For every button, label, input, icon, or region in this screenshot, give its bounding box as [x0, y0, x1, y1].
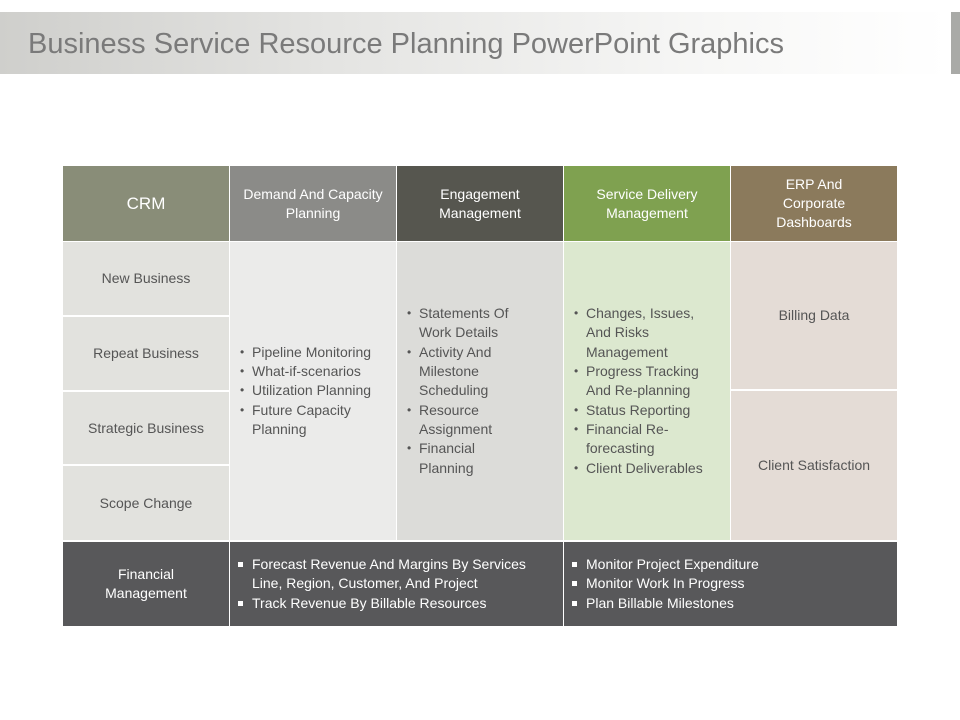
financial-left-cell: [230, 542, 563, 626]
financial-left-list: [230, 555, 535, 613]
list-item: • Financial Planning: [401, 439, 526, 478]
list-item: Plan Billable Milestones: [564, 594, 864, 613]
list-item: Monitor Project Expenditure: [564, 555, 864, 574]
service-delivery-column: [564, 242, 730, 540]
list-item: Monitor Work In Progress: [564, 574, 864, 593]
crm-row-scope-change: Scope Change: [63, 466, 229, 540]
service-list: [568, 304, 716, 478]
crm-row-strategic-business: Strategic Business: [63, 392, 229, 464]
list-item: Forecast Revenue And Margins By Services Line, Region, Customer, And Project: [230, 555, 535, 594]
list-item: Track Revenue By Billable Resources: [230, 594, 535, 613]
demand-list: [234, 343, 384, 439]
financial-management-label: Financial Management: [63, 542, 229, 626]
list-item: • What-if-scenarios: [234, 362, 384, 381]
list-item: • Client Deliverables: [568, 459, 716, 478]
list-item: • Progress Tracking And Re-planning: [568, 362, 716, 401]
header-engagement: Engagement Management: [397, 166, 563, 241]
engagement-list: [401, 304, 526, 478]
header-service-delivery: Service Delivery Management: [564, 166, 730, 241]
financial-right-cell: [564, 542, 897, 626]
financial-right-list: [564, 555, 864, 613]
header-crm: CRM: [63, 166, 229, 241]
list-item: • Activity And Milestone Scheduling: [401, 343, 526, 401]
crm-row-repeat-business: Repeat Business: [63, 317, 229, 390]
list-item: • Resource Assignment: [401, 401, 526, 440]
list-item: • Statements Of Work Details: [401, 304, 526, 343]
accent-bar: [951, 12, 960, 74]
list-item: • Changes, Issues, And Risks Management: [568, 304, 716, 362]
erp-row-billing-data: Billing Data: [731, 242, 897, 389]
list-item: • Status Reporting: [568, 401, 716, 420]
header-demand-capacity: Demand And Capacity Planning: [230, 166, 396, 241]
header-erp: ERP And Corporate Dashboards: [731, 166, 897, 241]
crm-row-new-business: New Business: [63, 242, 229, 315]
engagement-column: [397, 242, 563, 540]
list-item: • Financial Re-forecasting: [568, 420, 716, 459]
page-title: Business Service Resource Planning PowerPoint Graphics: [28, 28, 784, 60]
list-item: • Pipeline Monitoring: [234, 343, 384, 362]
erp-row-client-satisfaction: Client Satisfaction: [731, 391, 897, 540]
list-item: • Future Capacity Planning: [234, 401, 384, 440]
list-item: • Utilization Planning: [234, 381, 384, 400]
demand-column: [230, 242, 396, 540]
